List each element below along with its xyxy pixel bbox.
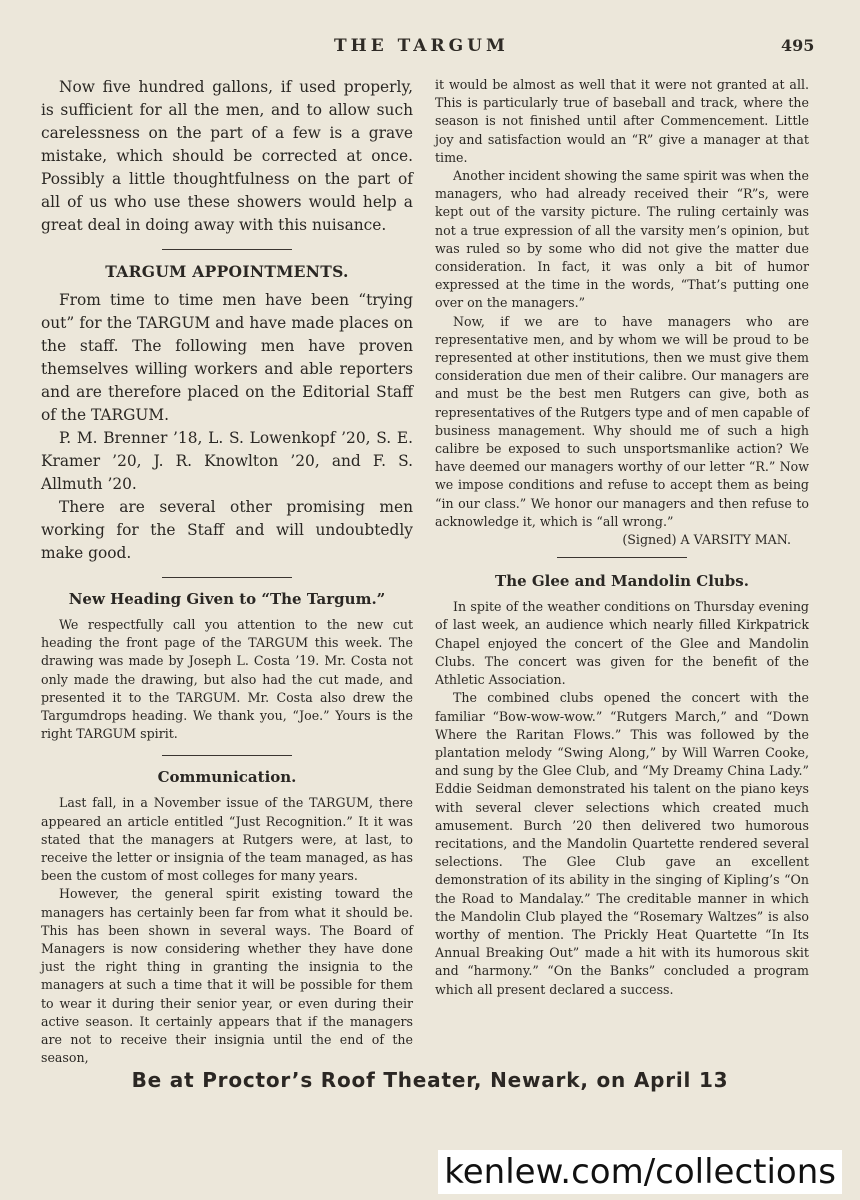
appointments-heading: TARGUM APPOINTMENTS. <box>105 262 349 281</box>
page-number: 495 <box>781 36 815 55</box>
section-divider <box>162 577 292 578</box>
right-column <box>435 76 809 999</box>
glee-club-paragraph-2: The combined clubs opened the concert with the familiar “Bow-wow-wow.” “Rutgers March,” and “Down Where the Raritan Flows.” This was followed by the plantation melody “Swing Along,” by Will Warren Cooke, and sung by the Glee Club, and “My Dreamy China Lady.” Eddie Seidman demonstrated his talent on the piano keys with several clever selections which created much amusement. Burch ’20 then delivered two humorous recitations, and the Mandolin Quartette rendered several selections. The Glee Club gave an excellent demonstration of its ability in the singing of Kipling’s “On the Road to Mandalay.” The creditable manner in which the Mandolin Club played the “Rosemary Waltzes” is also worthy of mention. The Prickly Heat Quartette “In Its Annual Breaking Out” made a hit with its humorous skit and “harmony.” “On the Banks” concluded a program which all present declared a success. <box>435 690 809 997</box>
appointments-paragraph-3: There are several other promising men working for the Staff and will undoubtedly make good. <box>41 498 413 562</box>
section-divider <box>162 249 292 250</box>
communication-continued-paragraph-1: it would be almost as well that it were not granted at all. This is particularly true of baseball and track, where the season is not finished until after Commencement. Little joy and satisfaction would an “R” give a manager at that time. <box>435 77 809 165</box>
left-column <box>41 76 413 1067</box>
communication-paragraph-2: However, the general spirit existing toward the managers has certainly been far from what it should be. This has been shown in several ways. The Board of Managers is now considering whether they have done just the right thing in granting the insignia to the managers at such a time that it will be possible for them to wear it during their senior year, or even during their active season. It certainly appears that if the managers are not to receive their insignia until the end of the season, <box>41 886 413 1066</box>
communication-paragraph-1: Last fall, in a November issue of the TARGUM, there appeared an article entitled “Just Recognition.” It it was stated that the managers at Rutgers were, at last, to receive the letter or insignia of the team managed, as has been the custom of most colleges for many years. <box>41 795 413 884</box>
communication-continued-paragraph-3: Now, if we are to have managers who are representative men, and by whom we will be proud to be represented at other institutions, then we must give them consideration due men of their calibre. Our managers are and must be the best men Rutgers can give, both as representatives of the Rutgers type and of men capable of business management. Why should me of such a high calibre be exposed to such unsportsmanlike action? We have deemed our managers worthy of our letter “R.” Now we impose conditions and refuse to accept them as being “in our class.” We honor our managers and then refuse to acknowledge it, which is “all wrong.” <box>435 313 809 529</box>
section-divider <box>557 557 687 558</box>
communication-continued-paragraph-2: Another incident showing the same spirit was when the managers, who had already received their “R”s, were kept out of the varsity picture. The ruling certainly was not a true expression of all the varsity men’s opinion, but was ruled so by some who did not give the matter due consideration. In fact, it was only a bit of humor expressed at the time in the words, “That’s putting one over on the managers.” <box>435 168 809 311</box>
advertisement-line: Be at Proctor’s Roof Theater, Newark, on April 13 <box>131 1068 729 1092</box>
glee-club-paragraph-1: In spite of the weather conditions on Thursday evening of last week, an audience which nearly filled Kirkpatrick Chapel enjoyed the concert of the Glee and Mandolin Clubs. The concert was given for the benefit of the Athletic Association. <box>435 599 809 688</box>
page-header <box>0 36 860 58</box>
glee-club-heading: The Glee and Mandolin Clubs. <box>495 572 749 591</box>
appointments-paragraph-2: P. M. Brenner ’18, L. S. Lowenkopf ’20, S. E. Kramer ’20, J. R. Knowlton ’20, and F. S. Allmuth ’20. <box>41 429 413 493</box>
intro-paragraph: Now five hundred gallons, if used properly, is sufficient for all the men, and to allow such carelessness on the part of a few is a grave mistake, which should be corrected at once. Possibly a little thoughtfulness on the part of all of us who use these showers would help a great deal in doing away with this nuisance. <box>41 78 413 234</box>
signature-line: (Signed) A VARSITY MAN. <box>622 532 791 548</box>
appointments-paragraph-1: From time to time men have been “trying out” for the TARGUM and have made places on the staff. The following men have proven themselves willing workers and able reporters and are therefore placed on the Editorial Staff of the TARGUM. <box>41 291 413 424</box>
collection-watermark: kenlew.com/collections <box>438 1150 842 1194</box>
running-title: THE TARGUM <box>334 36 509 56</box>
section-divider <box>162 755 292 756</box>
new-heading-paragraph: We respectfully call you attention to the new cut heading the front page of the TARGUM this week. The drawing was made by Joseph L. Costa ’19. Mr. Costa not only made the drawing, but also had the cut made, and presented it to the TARGUM. Mr. Costa also drew the Targumdrops heading. We thank you, “Joe.” Yours is the right TARGUM spirit. <box>41 617 413 742</box>
communication-heading: Communication. <box>157 768 297 787</box>
new-heading-title: New Heading Given to “The Targum.” <box>68 590 386 608</box>
